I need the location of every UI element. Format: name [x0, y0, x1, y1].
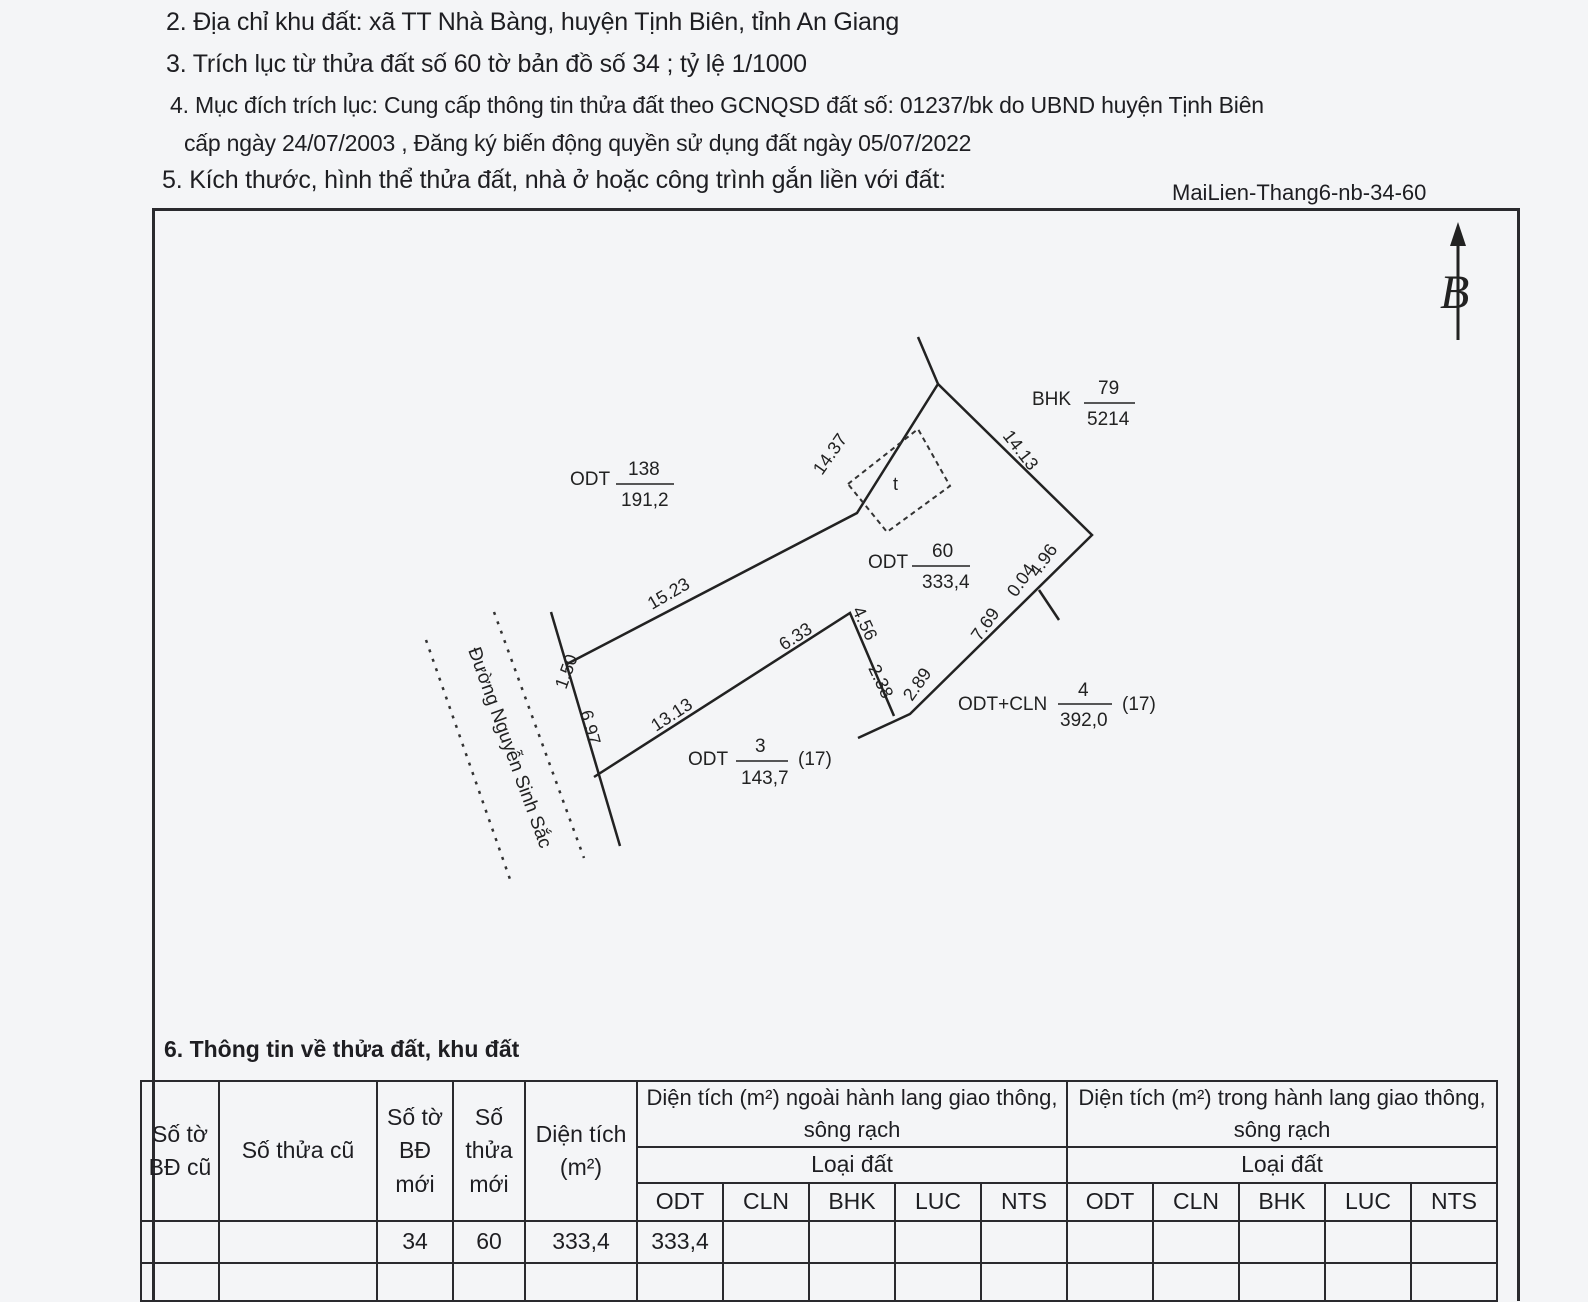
edge-length: 4.96 [1024, 540, 1062, 581]
type-bhk: BHK [1239, 1183, 1325, 1221]
svg-text:3: 3 [755, 736, 766, 757]
edge-length: 4.56 [848, 603, 882, 644]
edge-length: 7.69 [966, 604, 1004, 645]
header-line-4b: cấp ngày 24/07/2003 , Đăng ký biến động quyền sử dụng đất ngày 05/07/2022 [184, 130, 972, 156]
svg-text:392,0: 392,0 [1060, 710, 1108, 731]
type-nts: NTS [981, 1183, 1067, 1221]
section-6-title: 6. Thông tin về thửa đất, khu đất [164, 1036, 520, 1062]
svg-text:(17): (17) [798, 749, 832, 770]
svg-text:138: 138 [628, 459, 660, 480]
parcel-se-label [958, 680, 1156, 731]
type-bhk: BHK [809, 1183, 895, 1221]
type-luc: LUC [895, 1183, 981, 1221]
header-line-3: 3. Trích lục từ thửa đất số 60 tờ bản đồ số 34 ; tỷ lệ 1/1000 [166, 50, 807, 78]
type-nts: NTS [1411, 1183, 1497, 1221]
svg-text:5214: 5214 [1087, 409, 1130, 430]
header-line-4a: 4. Mục đích trích lục: Cung cấp thông tin thửa đất theo GCNQSD đất số: 01237/bk do UBND huyện Tịnh Biên [170, 92, 1264, 118]
edge-length: 14.13 [998, 426, 1043, 474]
svg-text:333,4: 333,4 [922, 572, 970, 593]
table-row [141, 1263, 1497, 1301]
cell-dien-tich: 333,4 [525, 1221, 637, 1263]
cell-odt: 333,4 [637, 1221, 723, 1263]
house-label: t [893, 474, 899, 494]
svg-text:79: 79 [1098, 378, 1120, 399]
edge-length: 0.04 [1002, 560, 1040, 601]
svg-text:(17): (17) [1122, 694, 1156, 715]
header-line-5: 5. Kích thước, hình thể thửa đất, nhà ở hoặc công trình gắn liền với đất: [162, 166, 946, 194]
cell-so-thua-moi: 60 [453, 1221, 525, 1263]
edge-length: 6.97 [576, 707, 605, 747]
header-ngoai-hanh-lang: Diện tích (m²) ngoài hành lang giao thông, sông rạch [637, 1081, 1067, 1147]
svg-text:ODT+CLN: ODT+CLN [958, 694, 1048, 715]
svg-text:ODT: ODT [570, 469, 611, 490]
type-cln: CLN [723, 1183, 809, 1221]
svg-text:4: 4 [1078, 680, 1089, 701]
parcel-main-label [868, 541, 970, 593]
header-trong-hanh-lang: Diện tích (m²) trong hành lang giao thông, sông rạch [1067, 1081, 1497, 1147]
type-odt: ODT [637, 1183, 723, 1221]
parcel-nw-label [570, 459, 674, 511]
parcel-ne-label [1032, 378, 1135, 430]
svg-text:ODT: ODT [868, 552, 909, 573]
svg-text:ODT: ODT [688, 749, 729, 770]
header-so-thua-cu: Số thửa cũ [219, 1081, 377, 1221]
edge-length: 13.13 [647, 694, 696, 736]
type-cln: CLN [1153, 1183, 1239, 1221]
header-line-2: 2. Địa chỉ khu đất: xã TT Nhà Bàng, huyện Tịnh Biên, tỉnh An Giang [166, 8, 900, 36]
parcel-s-label [688, 736, 832, 789]
edge-length: 14.37 [808, 429, 852, 479]
north-symbol: B [1440, 266, 1470, 319]
svg-text:191,2: 191,2 [621, 490, 669, 511]
type-luc: LUC [1325, 1183, 1411, 1221]
header-so-to-cu: Số tờ BĐ cũ [141, 1081, 219, 1221]
svg-text:60: 60 [932, 541, 954, 562]
svg-text:143,7: 143,7 [741, 768, 789, 789]
edge-length: 2.38 [864, 661, 898, 702]
header-loai-dat: Loại đất [637, 1147, 1067, 1183]
svg-text:BHK: BHK [1032, 389, 1072, 410]
plan-reference: MaiLien-Thang6-nb-34-60 [1172, 180, 1427, 205]
house-outline [848, 429, 950, 532]
table-row [141, 1221, 1497, 1263]
edge-length: 6.33 [775, 618, 816, 655]
header-loai-dat: Loại đất [1067, 1147, 1497, 1183]
edge-length: 1.50 [550, 651, 582, 692]
road-label: Đường Nguyễn Sinh Sắc [463, 644, 556, 852]
parcel-info-table [140, 1080, 1498, 1302]
edge-length: 2.89 [898, 664, 936, 705]
header-so-to-moi: Số tờ BĐ mới [377, 1081, 453, 1221]
header-dien-tich: Diện tích (m²) [525, 1081, 637, 1221]
header-so-thua-moi: Số thửa mới [453, 1081, 525, 1221]
edge-length: 15.23 [644, 573, 694, 614]
cell-so-to-moi: 34 [377, 1221, 453, 1263]
type-odt: ODT [1067, 1183, 1153, 1221]
